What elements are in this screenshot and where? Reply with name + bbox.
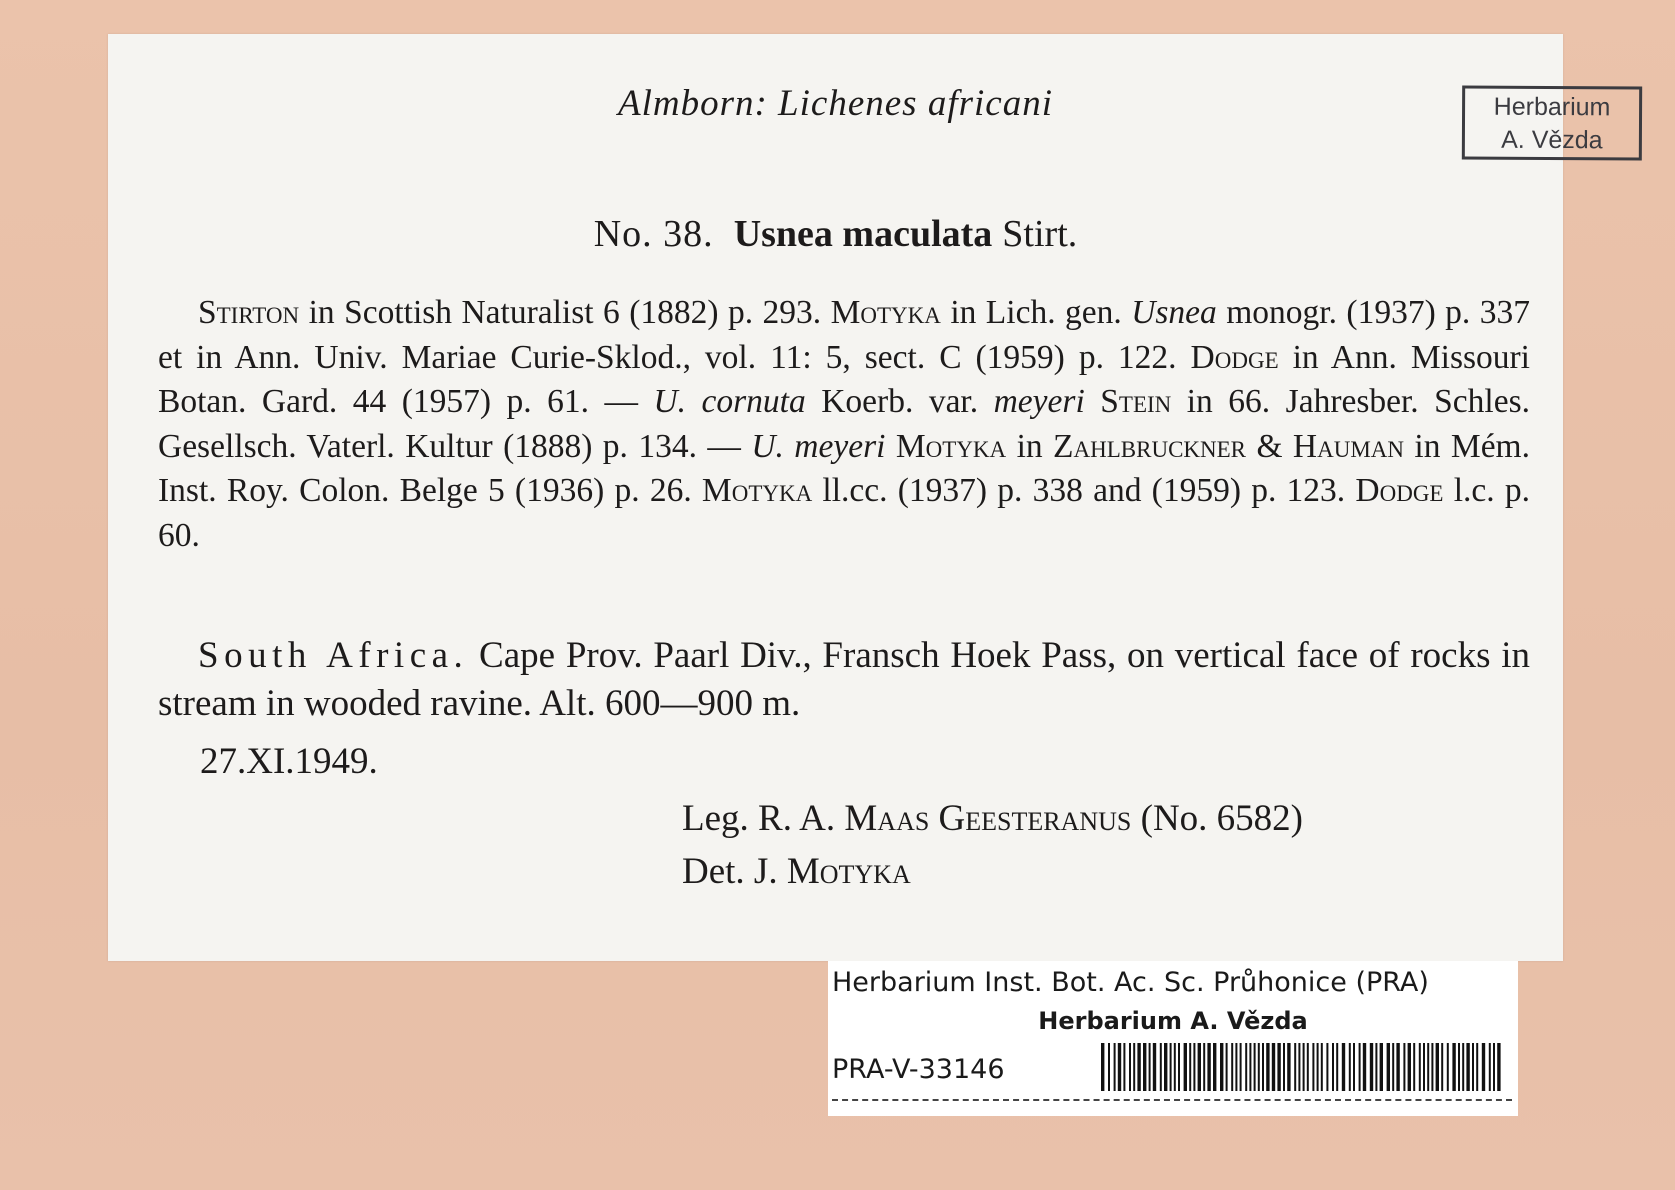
author-ref: Stein — [1100, 383, 1172, 420]
herbarium-name: Herbarium A. Vězda — [1038, 1007, 1308, 1035]
det-prefix: Det. J. — [682, 851, 787, 892]
ref-text: ll.cc. (1937) p. 338 and (1959) p. 123. — [812, 472, 1356, 509]
collection-date: 27.XI.1949. — [200, 741, 378, 782]
barcode-icon — [1101, 1043, 1503, 1091]
ref-text: l.c. p. 60. — [158, 472, 1530, 554]
author-ref: Zahlbruckner — [1053, 427, 1247, 465]
cut-line — [832, 1099, 1512, 1101]
ref-text: in Scottish Naturalist 6 (1882) p. 293. — [299, 294, 831, 331]
ref-text: in — [1006, 427, 1054, 465]
ref-italic: meyeri — [993, 383, 1085, 420]
ref-italic: U. cornuta — [653, 383, 806, 420]
author-ref: Hauman — [1292, 427, 1405, 465]
series-title: Almborn: Lichenes africani — [617, 83, 1053, 124]
specimen-barcode-label — [828, 961, 1518, 1116]
species-heading — [108, 212, 1563, 256]
ref-text: in Mém. Inst. Roy. Colon. Belge 5 (1936) p. 26. — [158, 427, 1530, 509]
ref-text: in Ann. Missouri Botan. Gard. 44 (1957) p. 61. — — [158, 338, 1530, 420]
collector-name: Maas Geesteranus — [844, 798, 1132, 839]
determinavit-line — [682, 850, 911, 893]
ref-text — [1085, 383, 1101, 420]
ref-text: Koerb. var. — [805, 383, 994, 420]
stamp-line-2: A. Vězda — [1501, 125, 1603, 155]
author-ref: Dodge — [1190, 338, 1279, 376]
country: South Africa. — [198, 635, 469, 676]
locality-paragraph — [158, 632, 1530, 728]
collector-number: (No. 6582) — [1131, 798, 1304, 839]
references-paragraph — [158, 291, 1530, 558]
institution-name: Herbarium Inst. Bot. Ac. Sc. Průhonice (PRA) — [832, 967, 1429, 998]
ref-text: in Lich. gen. — [940, 294, 1132, 331]
author-ref: Motyka — [701, 472, 813, 509]
herbarium-stamp — [1462, 86, 1642, 161]
ref-text — [885, 428, 895, 465]
author-ref: Stirton — [198, 294, 300, 331]
printed-label — [108, 34, 1563, 961]
legit-line — [682, 797, 1303, 840]
ref-text: monogr. (1937) p. 337 et in Ann. Univ. Mariae Curie-Sklod., vol. 11: 5, sect. C (1959) p. 122. — [158, 294, 1530, 376]
legit-prefix: Leg. R. A. — [682, 798, 845, 839]
ref-italic: Usnea — [1131, 294, 1217, 331]
author-ref: Motyka — [830, 294, 941, 331]
stamp-line-1: Herbarium — [1493, 92, 1611, 122]
species-author: Stirt. — [1002, 213, 1078, 255]
author-ref: Motyka — [895, 427, 1007, 465]
author-ref: Dodge — [1355, 472, 1444, 509]
determiner-name: Motyka — [786, 851, 911, 892]
ref-text: & — [1246, 427, 1293, 465]
exsiccata-number: No. 38. — [593, 213, 714, 255]
ref-text: in 66. Jahresber. Schles. Gesellsch. Vaterl. Kultur (1888) p. 134. — — [158, 383, 1531, 465]
ref-italic: U. meyeri — [751, 427, 886, 465]
catalog-number: PRA-V-33146 — [832, 1054, 1005, 1085]
locality-text: Cape Prov. Paarl Div., Fransch Hoek Pass, on vertical face of rocks in stream in wooded ravine. Alt. 600—900 m. — [158, 635, 1531, 724]
species-name: Usnea maculata — [733, 213, 993, 255]
